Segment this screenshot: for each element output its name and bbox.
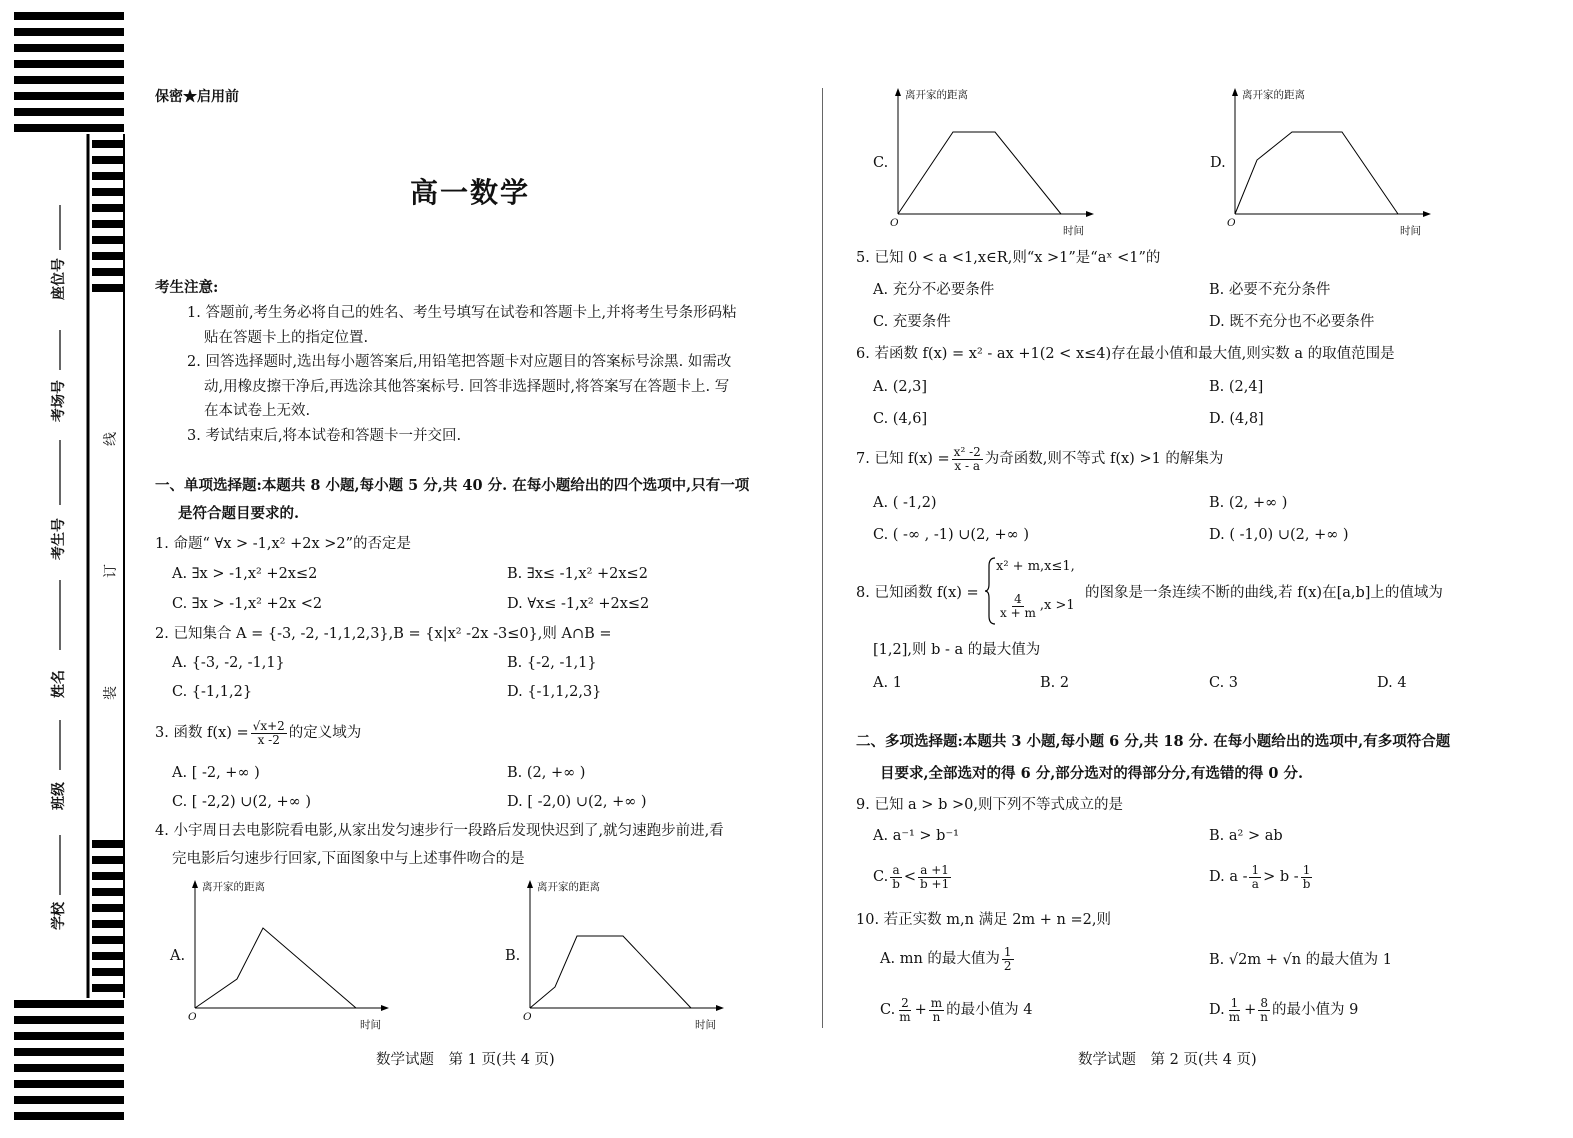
q2-option-a: A. {-3, -2, -1,1} xyxy=(172,655,285,671)
q10-d-op: + xyxy=(1244,1002,1257,1018)
q3-option-c: C. [ -2,2) ∪(2, +∞ ) xyxy=(172,794,312,810)
q8-case2-fraction xyxy=(998,593,1038,620)
field-seat: 座位号 xyxy=(51,258,67,300)
q6-stem: 6. 若函数 f(x) = x² - ax +1(2 < x≤4)存在最小值和最大值,则实数 a 的取值范围是 xyxy=(856,346,1395,362)
q5-stem: 5. 已知 0 < a <1,x∈R,则“x >1”是“aˣ <1”的 xyxy=(856,250,1161,266)
field-class: 班级 xyxy=(51,782,67,810)
notice-line: 3. 考试结束后,将本试卷和答题卡一并交回. xyxy=(187,428,462,444)
q10-a-frac xyxy=(1002,946,1014,973)
q1-stem: 1. 命题“ ∀x > -1,x² +2x >2”的否定是 xyxy=(155,536,412,552)
q10-option-c xyxy=(880,992,1032,1028)
q10-d-post: 的最小值为 9 xyxy=(1272,1002,1359,1018)
notice-line: 在本试卷上无效. xyxy=(204,403,311,419)
y-axis-label: 离开家的距离 xyxy=(905,89,968,101)
q8-case1: x² + m,x≤1, xyxy=(996,559,1075,574)
q8-case2-den: x + m xyxy=(1000,605,1036,620)
field-room: 考场号 xyxy=(51,380,67,422)
x-axis-label: 时间 xyxy=(1063,225,1084,237)
q8-option-c: C. 3 xyxy=(1209,675,1239,691)
seal-bind: 订 xyxy=(103,564,119,578)
q3-stem-pre: 3. 函数 f(x) = xyxy=(155,725,249,741)
notice-line: 贴在答题卡上的指定位置. xyxy=(204,330,369,346)
q9-c-pre: C. xyxy=(873,869,889,885)
y-axis-label: 离开家的距离 xyxy=(202,881,265,893)
q6-option-d: D. (4,8] xyxy=(1209,411,1264,427)
q9-c-num2: a +1 xyxy=(920,862,949,877)
q9-c-den2: b +1 xyxy=(920,876,950,891)
q8-stem-cont: [1,2],则 b - a 的最大值为 xyxy=(873,642,1041,658)
q10-option-a xyxy=(880,941,1016,977)
q3-fraction xyxy=(251,720,287,747)
graph-d-plot xyxy=(1202,80,1442,240)
q1-option-a: A. ∃x > -1,x² +2x≤2 xyxy=(172,566,318,582)
q4-graph-b xyxy=(495,872,735,1032)
q9-d-frac2 xyxy=(1301,864,1313,891)
q7-option-c: C. ( -∞ , -1) ∪(2, +∞ ) xyxy=(873,527,1030,543)
q8-case2-num: 4 xyxy=(1014,591,1022,606)
q4-option-a-label: A. xyxy=(170,948,186,964)
q9-option-b: B. a² > ab xyxy=(1209,828,1283,844)
q10-c-op: + xyxy=(914,1002,927,1018)
q6-option-a: A. (2,3] xyxy=(873,379,928,395)
origin-label: O xyxy=(188,1011,197,1023)
q9-d-den2: b xyxy=(1302,876,1311,891)
q10-d-frac1 xyxy=(1227,997,1242,1024)
q4-option-d-label: D. xyxy=(1210,155,1226,171)
field-exam-no: 考生号 xyxy=(51,518,67,560)
origin-label: O xyxy=(890,217,899,229)
q10-d-pre: D. xyxy=(1209,1002,1225,1018)
q6-option-c: C. (4,6] xyxy=(873,411,928,427)
q10-a-num: 1 xyxy=(1003,944,1012,959)
q3-num: √x+2 xyxy=(252,718,285,733)
q5-option-b: B. 必要不充分条件 xyxy=(1209,282,1331,298)
q10-d-den2: n xyxy=(1260,1009,1268,1024)
graph-a-plot xyxy=(160,872,400,1032)
q4-option-b-label: B. xyxy=(505,948,521,964)
q9-d-num1: 1 xyxy=(1251,862,1260,877)
q10-a-pre: A. mn 的最大值为 xyxy=(880,951,1000,967)
q9-d-den1: a xyxy=(1251,876,1259,891)
q9-c-den1: b xyxy=(892,876,900,891)
q2-stem: 2. 已知集合 A = {-3, -2, -1,1,2,3},B = {x|x² -2x -3≤0},则 A∩B = xyxy=(155,626,612,642)
q4-graph-c xyxy=(865,80,1105,240)
q10-c-num1: 2 xyxy=(901,995,909,1010)
q9-d-num2: 1 xyxy=(1302,862,1311,877)
q7-option-a: A. ( -1,2) xyxy=(873,495,937,511)
seal-line: 线 xyxy=(103,432,119,446)
q8-case2-cond: ,x >1 xyxy=(1039,598,1075,613)
q3-stem xyxy=(155,716,361,750)
q4-stem-cont: 完电影后匀速步行回家,下面图象中与上述事件吻合的是 xyxy=(172,851,525,867)
q2-option-b: B. {-2, -1,1} xyxy=(507,655,597,671)
q3-option-d: D. [ -2,0) ∪(2, +∞ ) xyxy=(507,794,647,810)
notice-heading: 考生注意: xyxy=(155,279,219,296)
notice-line: 动,用橡皮擦干净后,再选涂其他答案标号. 回答非选择题时,将答案写在答题卡上. 写 xyxy=(204,379,730,395)
notice-line: 2. 回答选择题时,选出每小题答案后,用铅笔把答题卡对应题目的答案标号涂黑. 如需改 xyxy=(187,354,732,370)
origin-label: O xyxy=(1227,217,1236,229)
q1-option-b: B. ∃x≤ -1,x² +2x≤2 xyxy=(507,566,648,582)
q10-c-den1: m xyxy=(899,1009,911,1024)
q1-option-d: D. ∀x≤ -1,x² +2x≤2 xyxy=(507,596,650,612)
q4-option-c-label: C. xyxy=(873,155,889,171)
q3-den: x -2 xyxy=(257,732,280,747)
section2-heading: 二、多项选择题:本题共 3 小题,每小题 6 分,共 18 分. 在每小题给出的选项中,有多项符合题 xyxy=(856,733,1451,750)
q9-option-a: A. a⁻¹ > b⁻¹ xyxy=(873,828,959,844)
notice-line: 1. 答题前,考生务必将自己的姓名、考生号填写在试卷和答题卡上,并将考生号条形码粘 xyxy=(187,305,737,321)
q8-stem-post: 的图象是一条连续不断的曲线,若 f(x)在[a,b]上的值域为 xyxy=(1085,585,1443,601)
x-axis-label: 时间 xyxy=(695,1019,716,1031)
q8-option-d: D. 4 xyxy=(1377,675,1407,691)
q7-fraction xyxy=(952,446,983,473)
graph-b-plot xyxy=(495,872,735,1032)
q1-option-c: C. ∃x > -1,x² +2x <2 xyxy=(172,596,323,612)
q3-option-a: A. [ -2, +∞ ) xyxy=(172,765,260,781)
q10-stem: 10. 若正实数 m,n 满足 2m + n =2,则 xyxy=(856,912,1111,928)
q9-option-c xyxy=(873,859,953,895)
section1-heading: 一、单项选择题:本题共 8 小题,每小题 5 分,共 40 分. 在每小题给出的四个选项中,只有一项 xyxy=(155,477,750,494)
x-axis-label: 时间 xyxy=(360,1019,381,1031)
q9-c-frac2 xyxy=(918,864,951,891)
q10-c-pre: C. xyxy=(880,1002,896,1018)
page-title: 高一数学 xyxy=(410,176,531,209)
q3-option-b: B. (2, +∞ ) xyxy=(507,765,586,781)
y-axis-label: 离开家的距离 xyxy=(537,881,600,893)
q3-stem-post: 的定义域为 xyxy=(288,725,362,741)
q6-option-b: B. (2,4] xyxy=(1209,379,1264,395)
q10-option-b: B. √2m + √n 的最大值为 1 xyxy=(1209,952,1392,968)
x-axis-label: 时间 xyxy=(1400,225,1421,237)
q10-d-frac2 xyxy=(1258,997,1270,1024)
section1-heading-cont: 是符合题目要求的. xyxy=(178,505,300,522)
field-name: 姓名 xyxy=(51,670,67,698)
q4-graph-a xyxy=(160,872,400,1032)
q7-stem xyxy=(856,442,1223,476)
q9-d-op: > b - xyxy=(1263,869,1299,885)
q10-d-num1: 1 xyxy=(1230,995,1239,1010)
q7-option-d: D. ( -1,0) ∪(2, +∞ ) xyxy=(1209,527,1349,543)
q8-option-b: B. 2 xyxy=(1040,675,1070,691)
q9-option-d xyxy=(1209,859,1314,895)
q9-c-frac1 xyxy=(890,864,902,891)
q10-c-post: 的最小值为 4 xyxy=(946,1002,1033,1018)
q10-c-frac1 xyxy=(897,997,912,1024)
q9-c-num1: a xyxy=(892,862,900,877)
y-axis-label: 离开家的距离 xyxy=(1242,89,1305,101)
q5-option-c: C. 充要条件 xyxy=(873,314,951,330)
q7-stem-post: 为奇函数,则不等式 f(x) >1 的解集为 xyxy=(984,451,1224,467)
q9-stem: 9. 已知 a > b >0,则下列不等式成立的是 xyxy=(856,797,1123,813)
q10-c-frac2 xyxy=(929,997,944,1024)
q5-option-d: D. 既不充分也不必要条件 xyxy=(1209,314,1375,330)
q8-option-a: A. 1 xyxy=(873,675,902,691)
q8-stem-pre: 8. 已知函数 f(x) = xyxy=(856,585,979,601)
q2-option-d: D. {-1,1,2,3} xyxy=(507,684,602,700)
seal-pack: 装 xyxy=(103,686,119,700)
q9-d-frac1 xyxy=(1249,864,1261,891)
q10-c-den2: n xyxy=(932,1009,941,1024)
q4-stem: 4. 小宇周日去电影院看电影,从家出发匀速步行一段路后发现快迟到了,就匀速跑步前进,看 xyxy=(155,823,724,839)
q2-option-c: C. {-1,1,2} xyxy=(172,684,253,700)
q10-a-den: 2 xyxy=(1003,958,1012,973)
confidential-label: 保密★启用前 xyxy=(155,89,239,105)
q7-stem-pre: 7. 已知 f(x) = xyxy=(856,451,950,467)
section2-heading-cont: 目要求,全部选对的得 6 分,部分选对的得部分分,有选错的得 0 分. xyxy=(880,765,1304,782)
field-school: 学校 xyxy=(51,902,67,930)
q10-c-num2: m xyxy=(930,995,943,1010)
q8-case2 xyxy=(996,588,1075,624)
footer-left: 数学试题 第 1 页(共 4 页) xyxy=(376,1052,555,1068)
q7-den: x - a xyxy=(954,458,981,473)
q5-option-a: A. 充分不必要条件 xyxy=(873,282,995,298)
footer-right: 数学试题 第 2 页(共 4 页) xyxy=(1078,1052,1257,1068)
q7-option-b: B. (2, +∞ ) xyxy=(1209,495,1288,511)
graph-c-plot xyxy=(865,80,1105,240)
q10-d-den1: m xyxy=(1228,1009,1241,1024)
origin-label: O xyxy=(523,1011,532,1023)
q10-option-d xyxy=(1209,992,1358,1028)
q10-d-num2: 8 xyxy=(1260,995,1268,1010)
q4-graph-d xyxy=(1202,80,1442,240)
binding-margin xyxy=(0,0,140,1138)
q7-num: x² -2 xyxy=(953,444,981,459)
q9-d-pre: D. a - xyxy=(1209,869,1248,885)
q9-c-op: < xyxy=(903,869,917,885)
page-divider xyxy=(822,88,823,1028)
